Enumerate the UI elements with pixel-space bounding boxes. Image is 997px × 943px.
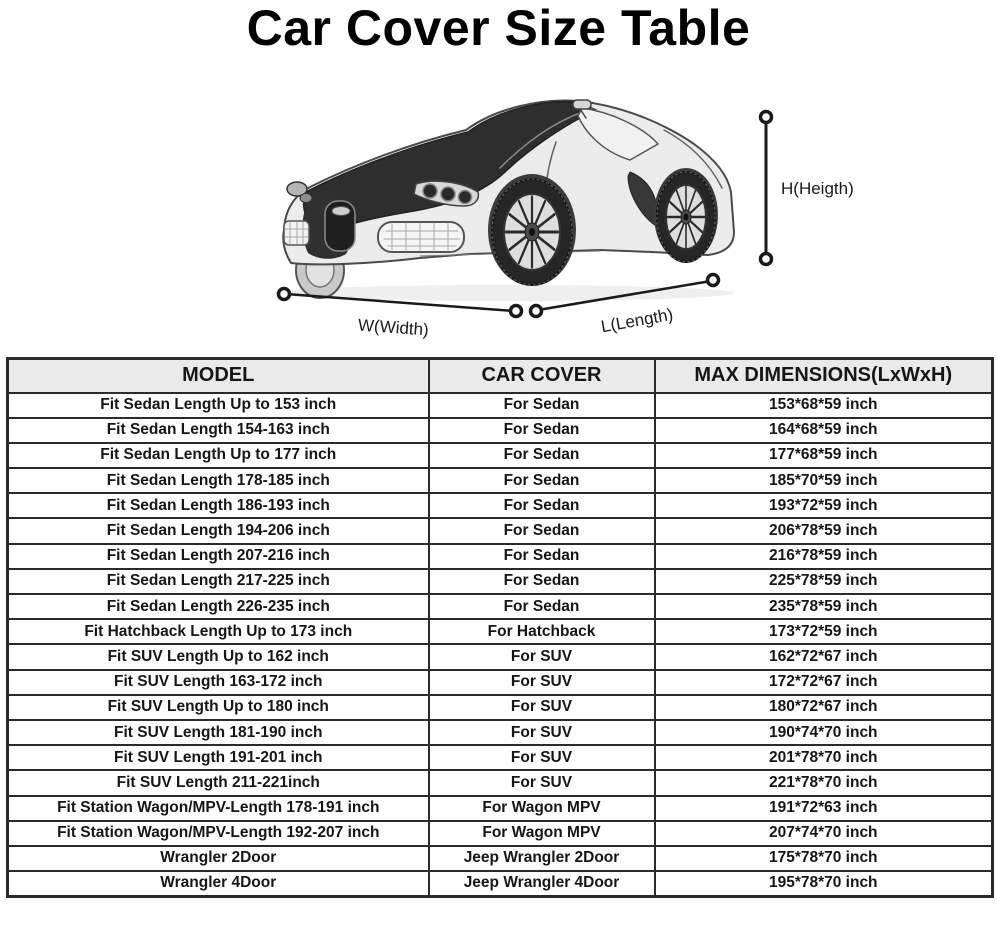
table-row: [8, 846, 993, 871]
max-dimensions-cell: 207*74*70 inch: [655, 821, 993, 846]
model-cell: Fit Hatchback Length Up to 173 inch: [8, 619, 429, 644]
model-cell: Fit Station Wagon/MPV-Length 178-191 inch: [8, 796, 429, 821]
model-cell: Fit SUV Length Up to 162 inch: [8, 644, 429, 669]
max-dimensions-cell: 221*78*70 inch: [655, 770, 993, 795]
table-row: [8, 670, 993, 695]
table-row: [8, 695, 993, 720]
table-row: [8, 493, 993, 518]
max-dimensions-cell: 172*72*67 inch: [655, 670, 993, 695]
front-grille-mesh: [378, 222, 464, 252]
car-cover-cell: For Sedan: [429, 594, 655, 619]
model-cell: Fit SUV Length 163-172 inch: [8, 670, 429, 695]
car-cover-cell: Jeep Wrangler 4Door: [429, 871, 655, 896]
model-cell: Fit Sedan Length 194-206 inch: [8, 518, 429, 543]
model-cell: Fit Sedan Length 178-185 inch: [8, 468, 429, 493]
model-cell: Fit Sedan Length 186-193 inch: [8, 493, 429, 518]
max-dimensions-cell: 190*74*70 inch: [655, 720, 993, 745]
table-header-row: [8, 359, 993, 393]
column-header-max-dimensions: MAX DIMENSIONS(LxWxH): [655, 359, 993, 393]
car-cover-cell: For SUV: [429, 670, 655, 695]
page-title: Car Cover Size Table: [246, 0, 751, 56]
model-cell: Fit Sedan Length 217-225 inch: [8, 569, 429, 594]
model-cell: Fit SUV Length 181-190 inch: [8, 720, 429, 745]
car-cover-cell: For Sedan: [429, 443, 655, 468]
car-cover-cell: Jeep Wrangler 2Door: [429, 846, 655, 871]
table-row: [8, 644, 993, 669]
length-dimension-label: L(Length): [599, 304, 675, 337]
car-cover-cell: For Wagon MPV: [429, 821, 655, 846]
model-cell: Fit Sedan Length Up to 177 inch: [8, 443, 429, 468]
max-dimensions-cell: 206*78*59 inch: [655, 518, 993, 543]
car-cover-cell: For SUV: [429, 720, 655, 745]
table-row: [8, 393, 993, 418]
front-wheel: [492, 179, 572, 285]
model-cell: Wrangler 4Door: [8, 871, 429, 896]
car-cover-cell: For Sedan: [429, 468, 655, 493]
car-cover-cell: For Sedan: [429, 493, 655, 518]
table-row: [8, 544, 993, 569]
table-row: [8, 443, 993, 468]
car-cover-cell: For SUV: [429, 644, 655, 669]
model-cell: Fit Sedan Length 207-216 inch: [8, 544, 429, 569]
table-row: [8, 619, 993, 644]
height-dimension-label: H(Heigth): [781, 179, 854, 198]
width-dimension-label: W(Width): [357, 315, 430, 340]
max-dimensions-cell: 164*68*59 inch: [655, 418, 993, 443]
size-table: [6, 357, 994, 898]
length-dimension-marker: [531, 275, 719, 337]
table-row: [8, 468, 993, 493]
car-cover-cell: For Hatchback: [429, 619, 655, 644]
car-cover-cell: For Sedan: [429, 518, 655, 543]
max-dimensions-cell: 216*78*59 inch: [655, 544, 993, 569]
max-dimensions-cell: 162*72*67 inch: [655, 644, 993, 669]
max-dimensions-cell: 195*78*70 inch: [655, 871, 993, 896]
rear-wheel: [657, 172, 715, 262]
max-dimensions-cell: 185*70*59 inch: [655, 468, 993, 493]
table-row: [8, 569, 993, 594]
max-dimensions-cell: 153*68*59 inch: [655, 393, 993, 418]
table-row: [8, 594, 993, 619]
side-mirror: [573, 100, 591, 109]
car-cover-cell: For Sedan: [429, 544, 655, 569]
max-dimensions-cell: 225*78*59 inch: [655, 569, 993, 594]
table-row: [8, 796, 993, 821]
car-cover-cell: For SUV: [429, 745, 655, 770]
table-row: [8, 821, 993, 846]
max-dimensions-cell: 191*72*63 inch: [655, 796, 993, 821]
car-cover-cell: For Wagon MPV: [429, 796, 655, 821]
model-cell: Fit SUV Length Up to 180 inch: [8, 695, 429, 720]
model-cell: Fit Sedan Length Up to 153 inch: [8, 393, 429, 418]
model-cell: Fit SUV Length 191-201 inch: [8, 745, 429, 770]
model-cell: Fit Sedan Length 154-163 inch: [8, 418, 429, 443]
model-cell: Fit Station Wagon/MPV-Length 192-207 inch: [8, 821, 429, 846]
max-dimensions-cell: 201*78*70 inch: [655, 745, 993, 770]
model-cell: Fit Sedan Length 226-235 inch: [8, 594, 429, 619]
max-dimensions-cell: 177*68*59 inch: [655, 443, 993, 468]
height-dimension-marker: [761, 112, 854, 265]
table-row: [8, 770, 993, 795]
car-dimension-illustration: [0, 80, 997, 350]
car-cover-cell: For SUV: [429, 695, 655, 720]
badge-oval: [332, 207, 350, 216]
car-cover-cell: For Sedan: [429, 569, 655, 594]
table-row: [8, 745, 993, 770]
column-header-model: MODEL: [8, 359, 429, 393]
column-header-car-cover: CAR COVER: [429, 359, 655, 393]
max-dimensions-cell: 180*72*67 inch: [655, 695, 993, 720]
max-dimensions-cell: 175*78*70 inch: [655, 846, 993, 871]
max-dimensions-cell: 235*78*59 inch: [655, 594, 993, 619]
car-illustration: [283, 100, 734, 298]
model-cell: Fit SUV Length 211-221inch: [8, 770, 429, 795]
car-cover-cell: For Sedan: [429, 418, 655, 443]
car-cover-cell: For Sedan: [429, 393, 655, 418]
table-row: [8, 871, 993, 896]
max-dimensions-cell: 173*72*59 inch: [655, 619, 993, 644]
table-row: [8, 518, 993, 543]
table-row: [8, 418, 993, 443]
table-row: [8, 720, 993, 745]
max-dimensions-cell: 193*72*59 inch: [655, 493, 993, 518]
car-cover-cell: For SUV: [429, 770, 655, 795]
model-cell: Wrangler 2Door: [8, 846, 429, 871]
